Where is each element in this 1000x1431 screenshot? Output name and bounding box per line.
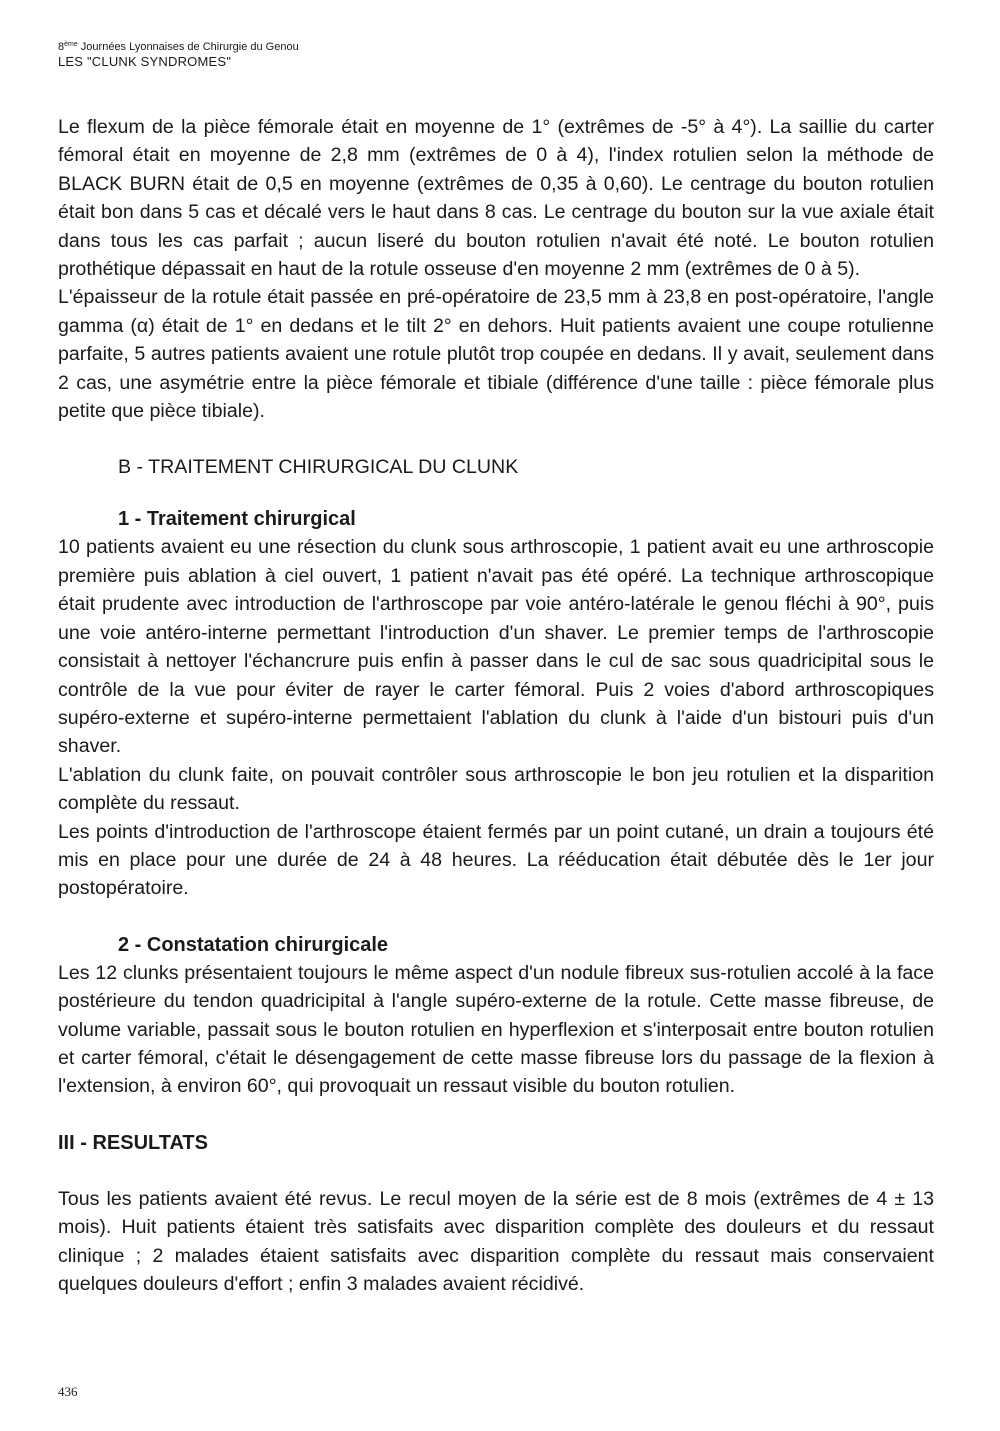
section-b-heading: B - TRAITEMENT CHIRURGICAL DU CLUNK	[118, 456, 519, 479]
paragraph-surgical-findings: Les 12 clunks présentaient toujours le même aspect d'un nodule fibreux sus-rotulien accolé à la face postérieure du tendon quadricipital à l'angle supéro-externe de la rotule. Cette masse fibreuse, de volume variable, passait sous le bouton rotulien en hyperflexion et s'interposait entre bouton rotulien et carter fémoral, c'était le désengagement de cette masse fibreuse lors du passage de la flexion à l'extension, à environ 60°, qui provoquait un ressaut visible du bouton rotulien.	[58, 961, 934, 1098]
chapter-title: LES "CLUNK SYNDROMES"	[58, 54, 232, 69]
subsection-2-heading: 2 - Constatation chirurgicale	[118, 933, 389, 956]
paragraph-arthroscope-points: Les points d'introduction de l'arthroscope étaient fermés par un point cutané, un drain a toujours été mis en place pour une durée de 24 à 48 heures. La rééducation était débutée dès le 1er jour postopératoire.	[58, 820, 934, 900]
main-content	[58, 113, 934, 1298]
paragraph-femoral-measurements: Le flexum de la pièce fémorale était en moyenne de 1° (extrêmes de -5° à 4°). La saillie du carter fémoral était en moyenne de 2,8 mm (extrêmes de 0 à 4), l'index rotulien selon la méthode de BLACK BURN était de 0,5 en moyenne (extrêmes de 0,35 à 0,60). Le centrage du bouton rotulien était bon dans 5 cas et décalé vers le haut dans 8 cas. Le centrage du bouton sur la vue axiale était dans tous les cas parfait ; aucun liseré du bouton rotulien n'avait été noté. Le bouton rotulien prothétique dépassait en haut de la rotule osseuse d'en moyenne 2 mm (extrêmes de 0 à 5).	[58, 116, 934, 281]
paragraph-patella-thickness: L'épaisseur de la rotule était passée en pré-opératoire de 23,5 mm à 23,8 en post-opératoire, l'angle gamma (α) était de 1° en dedans et le tilt 2° en dehors. Huit patients avaient une coupe rotulienne parfaite, 5 autres patients avaient une rotule plutôt trop coupée en dedans. Il y avait, seulement dans 2 cas, une asymétrie entre la pièce fémorale et tibiale (différence d'une taille : pièce fémorale plus petite que pièce tibiale).	[58, 286, 934, 423]
paragraph-clunk-ablation: L'ablation du clunk faite, on pouvait contrôler sous arthroscopie le bon jeu rotulien et la disparition complète du ressaut.	[58, 763, 934, 815]
paragraph-results: Tous les patients avaient été revus. Le recul moyen de la série est de 8 mois (extrêmes de 4 ± 13 mois). Huit patients étaient très satisfaits avec disparition complète des douleurs et du ressaut clinique ; 2 malades étaient satisfaits avec disparition complète du ressaut mais conservaient quelques douleurs d'effort ; enfin 3 malades avaient récidivé.	[58, 1187, 934, 1295]
results-heading: III - RESULTATS	[58, 1131, 208, 1154]
running-header	[58, 38, 938, 70]
subsection-1-heading: 1 - Traitement chirurgical	[118, 508, 356, 531]
conference-title: 8ème Journées Lyonnaises de Chirurgie du Genou	[58, 41, 299, 53]
paragraph-surgical-treatment: 10 patients avaient eu une résection du clunk sous arthroscopie, 1 patient avait eu une arthroscopie première puis ablation à ciel ouvert, 1 patient n'avait pas été opéré. La technique arthroscopique était prudente avec introduction de l'arthroscope par voie antéro-latérale le genou fléchi à 90°, puis une voie antéro-interne permettant l'introduction d'un shaver. Le premier temps de l'arthroscopie consistait à nettoyer l'échancrure puis enfin à passer dans le cul de sac sous quadricipital sous le contrôle de la vue pour éviter de rayer le carter fémoral. Puis 2 voies d'abord arthroscopiques supéro-externe et supéro-interne permettaient l'ablation du clunk à l'aide d'un bistouri puis d'un shaver.	[58, 536, 934, 758]
page-number: 436	[58, 1384, 78, 1399]
